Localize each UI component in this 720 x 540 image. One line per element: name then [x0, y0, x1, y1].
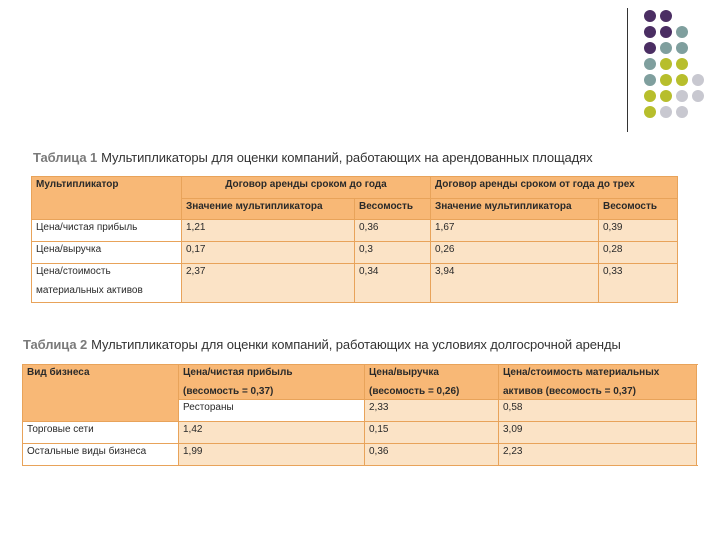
table2-caption-text: Мультипликаторы для оценки компаний, работающих на условиях долгосрочной аренды — [91, 337, 621, 352]
table2-col-pa-weight: активов (весомость = 0,37) — [503, 386, 637, 397]
row-label — [32, 264, 182, 303]
table-row — [32, 242, 678, 264]
row-label: Рестораны — [179, 400, 365, 422]
table1-col-multiplier: Мультипликатор — [32, 177, 182, 220]
cell: 0,34 — [355, 264, 431, 303]
dot — [676, 58, 688, 70]
dot — [676, 42, 688, 54]
dot — [660, 42, 672, 54]
cell: 3,09 — [499, 422, 697, 444]
table1-caption-number: Таблица 1 — [33, 150, 98, 165]
table2-col-pe-label: Цена/чистая прибыль — [183, 367, 293, 378]
table-row — [32, 264, 678, 303]
cell: 0,33 — [599, 264, 678, 303]
cell: 0,26 — [431, 242, 599, 264]
dot — [676, 90, 688, 102]
cell: 1,67 — [431, 220, 599, 242]
cell: 0,58 — [499, 400, 697, 422]
table-row — [32, 220, 678, 242]
cell: 0,36 — [355, 220, 431, 242]
table1-col-group2: Договор аренды сроком от года до трех — [431, 177, 678, 199]
table1-sub-weight: Весомость — [599, 198, 678, 220]
table2-col-business: Вид бизнеса — [23, 365, 179, 422]
dot — [644, 90, 656, 102]
cell: 1,21 — [182, 220, 355, 242]
dot — [660, 74, 672, 86]
table1-sub-value: Значение мультипликатора — [431, 198, 599, 220]
table-row — [23, 444, 697, 466]
table1-sub-weight: Весомость — [355, 198, 431, 220]
table1 — [31, 176, 678, 303]
cell: 2,33 — [365, 400, 499, 422]
table2-col-pa — [499, 365, 697, 400]
dot — [644, 42, 656, 54]
cell: 0,28 — [599, 242, 678, 264]
decorative-dot-grid — [640, 8, 716, 118]
divider-line — [627, 8, 628, 132]
dot — [676, 106, 688, 118]
table2-header-row — [23, 365, 697, 400]
row-label: Торговые сети — [23, 422, 179, 444]
table2 — [22, 364, 697, 466]
cell: 3,94 — [431, 264, 599, 303]
dot — [660, 90, 672, 102]
row-label: Остальные виды бизнеса — [23, 444, 179, 466]
dot — [644, 106, 656, 118]
dot — [660, 106, 672, 118]
dot — [660, 58, 672, 70]
dot — [644, 58, 656, 70]
table2-col-pa-label: Цена/стоимость материальных — [503, 367, 660, 378]
dot — [660, 10, 672, 22]
cell: 2,37 — [182, 264, 355, 303]
table2-col-pe — [179, 365, 365, 400]
table2-caption — [23, 337, 621, 352]
dot — [660, 26, 672, 38]
table2-col-pe-weight: (весомость = 0,37) — [183, 386, 274, 397]
table2-col-ps-label: Цена/выручка — [369, 367, 439, 378]
cell: 0,39 — [599, 220, 678, 242]
table1-sub-value: Значение мультипликатора — [182, 198, 355, 220]
dot — [676, 26, 688, 38]
cell: 0,3 — [355, 242, 431, 264]
table2-col-ps-weight: (весомость = 0,26) — [369, 386, 460, 397]
row-label: Цена/выручка — [32, 242, 182, 264]
cell: 2,23 — [499, 444, 697, 466]
cell: 0,36 — [365, 444, 499, 466]
dot — [644, 10, 656, 22]
row-label-line2: материальных активов — [36, 285, 143, 296]
dot — [644, 26, 656, 38]
cell: 1,99 — [179, 444, 365, 466]
cell: 0,15 — [365, 422, 499, 444]
row-label-line1: Цена/стоимость — [36, 266, 111, 277]
dot — [692, 74, 704, 86]
row-label: Цена/чистая прибыль — [32, 220, 182, 242]
table1-col-group1: Договор аренды сроком до года — [182, 177, 431, 199]
cell: 1,42 — [179, 422, 365, 444]
table2-col-ps — [365, 365, 499, 400]
dot — [644, 74, 656, 86]
table2-caption-number: Таблица 2 — [23, 337, 88, 352]
table-row — [23, 422, 697, 444]
dot — [676, 74, 688, 86]
table1-caption-text: Мультипликаторы для оценки компаний, работающих на арендованных площадях — [101, 150, 593, 165]
table1-caption — [33, 150, 593, 165]
table1-header-row — [32, 177, 678, 199]
dot — [692, 90, 704, 102]
cell: 0,17 — [182, 242, 355, 264]
